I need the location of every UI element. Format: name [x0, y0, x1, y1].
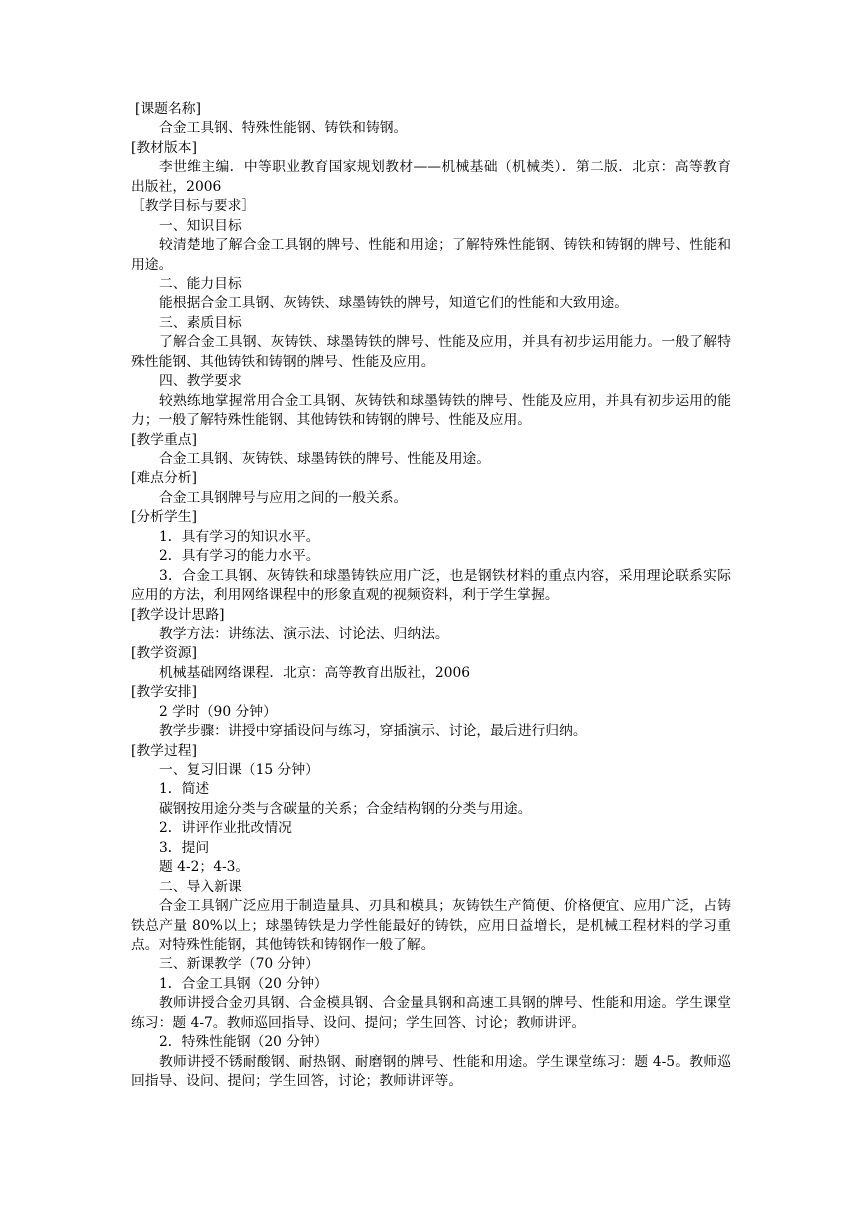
- objective-knowledge-text: 较清楚地了解合金工具钢的牌号、性能和用途；了解特殊性能钢、铸铁和铸钢的牌号、性能和用途。: [131, 237, 731, 273]
- students-item-2: 2．具有学习的能力水平。: [159, 548, 320, 565]
- schedule-steps: 教学步骤：讲授中穿插设问与练习，穿插演示、讨论，最后进行归纳。: [159, 723, 587, 740]
- lesson-plan-document: [131, 100, 731, 1092]
- section-heading-process: [教学过程]: [131, 742, 197, 759]
- students-item-3: 3．合金工具钢、灰铸铁和球墨铸铁应用广泛，也是钢铁材料的重点内容，采用理论联系实际应用的方法，利用网络课程中的形象直观的视频资料，利于学生掌握。: [131, 567, 731, 604]
- process-review-item-2: 2．讲评作业批改情况: [159, 820, 292, 837]
- process-review-item-1-text: 碳钢按用途分类与含碳量的关系；合金结构钢的分类与用途。: [159, 800, 532, 817]
- textbook-citation: 李世维主编．中等职业教育国家规划教材——机械基础（机械类）．第二版．北京：高等教育出版社，2006: [131, 159, 731, 195]
- section-heading-difficulties: [难点分析]: [131, 470, 197, 487]
- process-new-item-1: 1．合金工具钢（20 分钟）: [159, 975, 328, 992]
- process-intro-heading: 二、导入新课: [159, 878, 242, 895]
- difficulties-text: 合金工具钢牌号与应用之间的一般关系。: [159, 489, 408, 506]
- process-review-item-1: 1．简述: [159, 781, 210, 798]
- section-heading-design: [教学设计思路]: [131, 606, 225, 623]
- key-points-text: 合金工具钢、灰铸铁、球墨铸铁的牌号、性能及用途。: [159, 451, 491, 467]
- section-heading-resources: [教学资源]: [131, 645, 197, 662]
- section-heading-schedule: [教学安排]: [131, 684, 197, 701]
- objective-requirements-text: 较熟练地掌握常用合金工具钢、灰铸铁和球墨铸铁的牌号、性能及应用，并具有初步运用的能力；一般了解特殊性能钢、其他铸铁和铸钢的牌号、性能及应用。: [131, 392, 731, 429]
- objective-quality-heading: 三、素质目标: [159, 314, 242, 331]
- schedule-hours: 2 学时（90 分钟）: [159, 703, 277, 720]
- objective-ability-heading: 二、能力目标: [159, 276, 242, 292]
- section-heading-textbook: [教材版本]: [131, 139, 197, 156]
- objective-quality-text: 了解合金工具钢、灰铸铁、球墨铸铁的牌号、性能及应用，并具有初步运用能力。一般了解特殊性能钢、其他铸铁和铸钢的牌号、性能及应用。: [131, 334, 731, 370]
- section-heading-topic: [课题名称]: [135, 101, 201, 117]
- objective-knowledge-heading: 一、知识目标: [159, 217, 242, 234]
- process-review-item-3-text: 题 4-2；4-3。: [159, 859, 250, 876]
- students-item-1: 1．具有学习的知识水平。: [159, 528, 320, 545]
- design-text: 教学方法：讲练法、演示法、讨论法、归纳法。: [159, 625, 449, 642]
- process-new-item-1-text: 教师讲授合金刃具钢、合金模具钢、合金量具钢和高速工具钢的牌号、性能和用途。学生课堂练习：题 4-7。教师巡回指导、设问、提问；学生回答、讨论；教师讲评。: [131, 995, 731, 1031]
- process-review-heading: 一、复习旧课（15 分钟）: [159, 762, 319, 779]
- resources-text: 机械基础网络课程．北京：高等教育出版社，2006: [159, 664, 471, 681]
- process-intro-text: 合金工具钢广泛应用于制造量具、刃具和模具；灰铸铁生产简便、价格便宜、应用广泛，占铸铁总产量 80%以上；球墨铸铁是力学性能最好的铸铁，应用日益增长，是机械工程材料的学习重点。对特殊性能钢，其他铸铁和铸钢作一般了解。: [131, 898, 731, 953]
- process-new-heading: 三、新课教学（70 分钟）: [159, 956, 319, 973]
- objective-ability-text: 能根据合金工具钢、灰铸铁、球墨铸铁的牌号，知道它们的性能和大致用途。: [159, 295, 629, 312]
- section-heading-key-points: [教学重点]: [131, 431, 197, 448]
- process-review-item-3: 3．提问: [159, 839, 210, 856]
- section-heading-objectives: ［教学目标与要求］: [131, 198, 256, 215]
- process-new-item-2: 2．特殊性能钢（20 分钟）: [159, 1034, 328, 1051]
- objective-requirements-heading: 四、教学要求: [159, 373, 242, 390]
- topic-text: 合金工具钢、特殊性能钢、铸铁和铸钢。: [159, 120, 408, 137]
- section-heading-students: [分析学生]: [131, 509, 197, 526]
- process-new-item-2-text: 教师讲授不锈耐酸钢、耐热钢、耐磨钢的牌号、性能和用途。学生课堂练习：题 4-5。教师巡回指导、设问、提问；学生回答，讨论；教师讲评等。: [131, 1053, 731, 1090]
